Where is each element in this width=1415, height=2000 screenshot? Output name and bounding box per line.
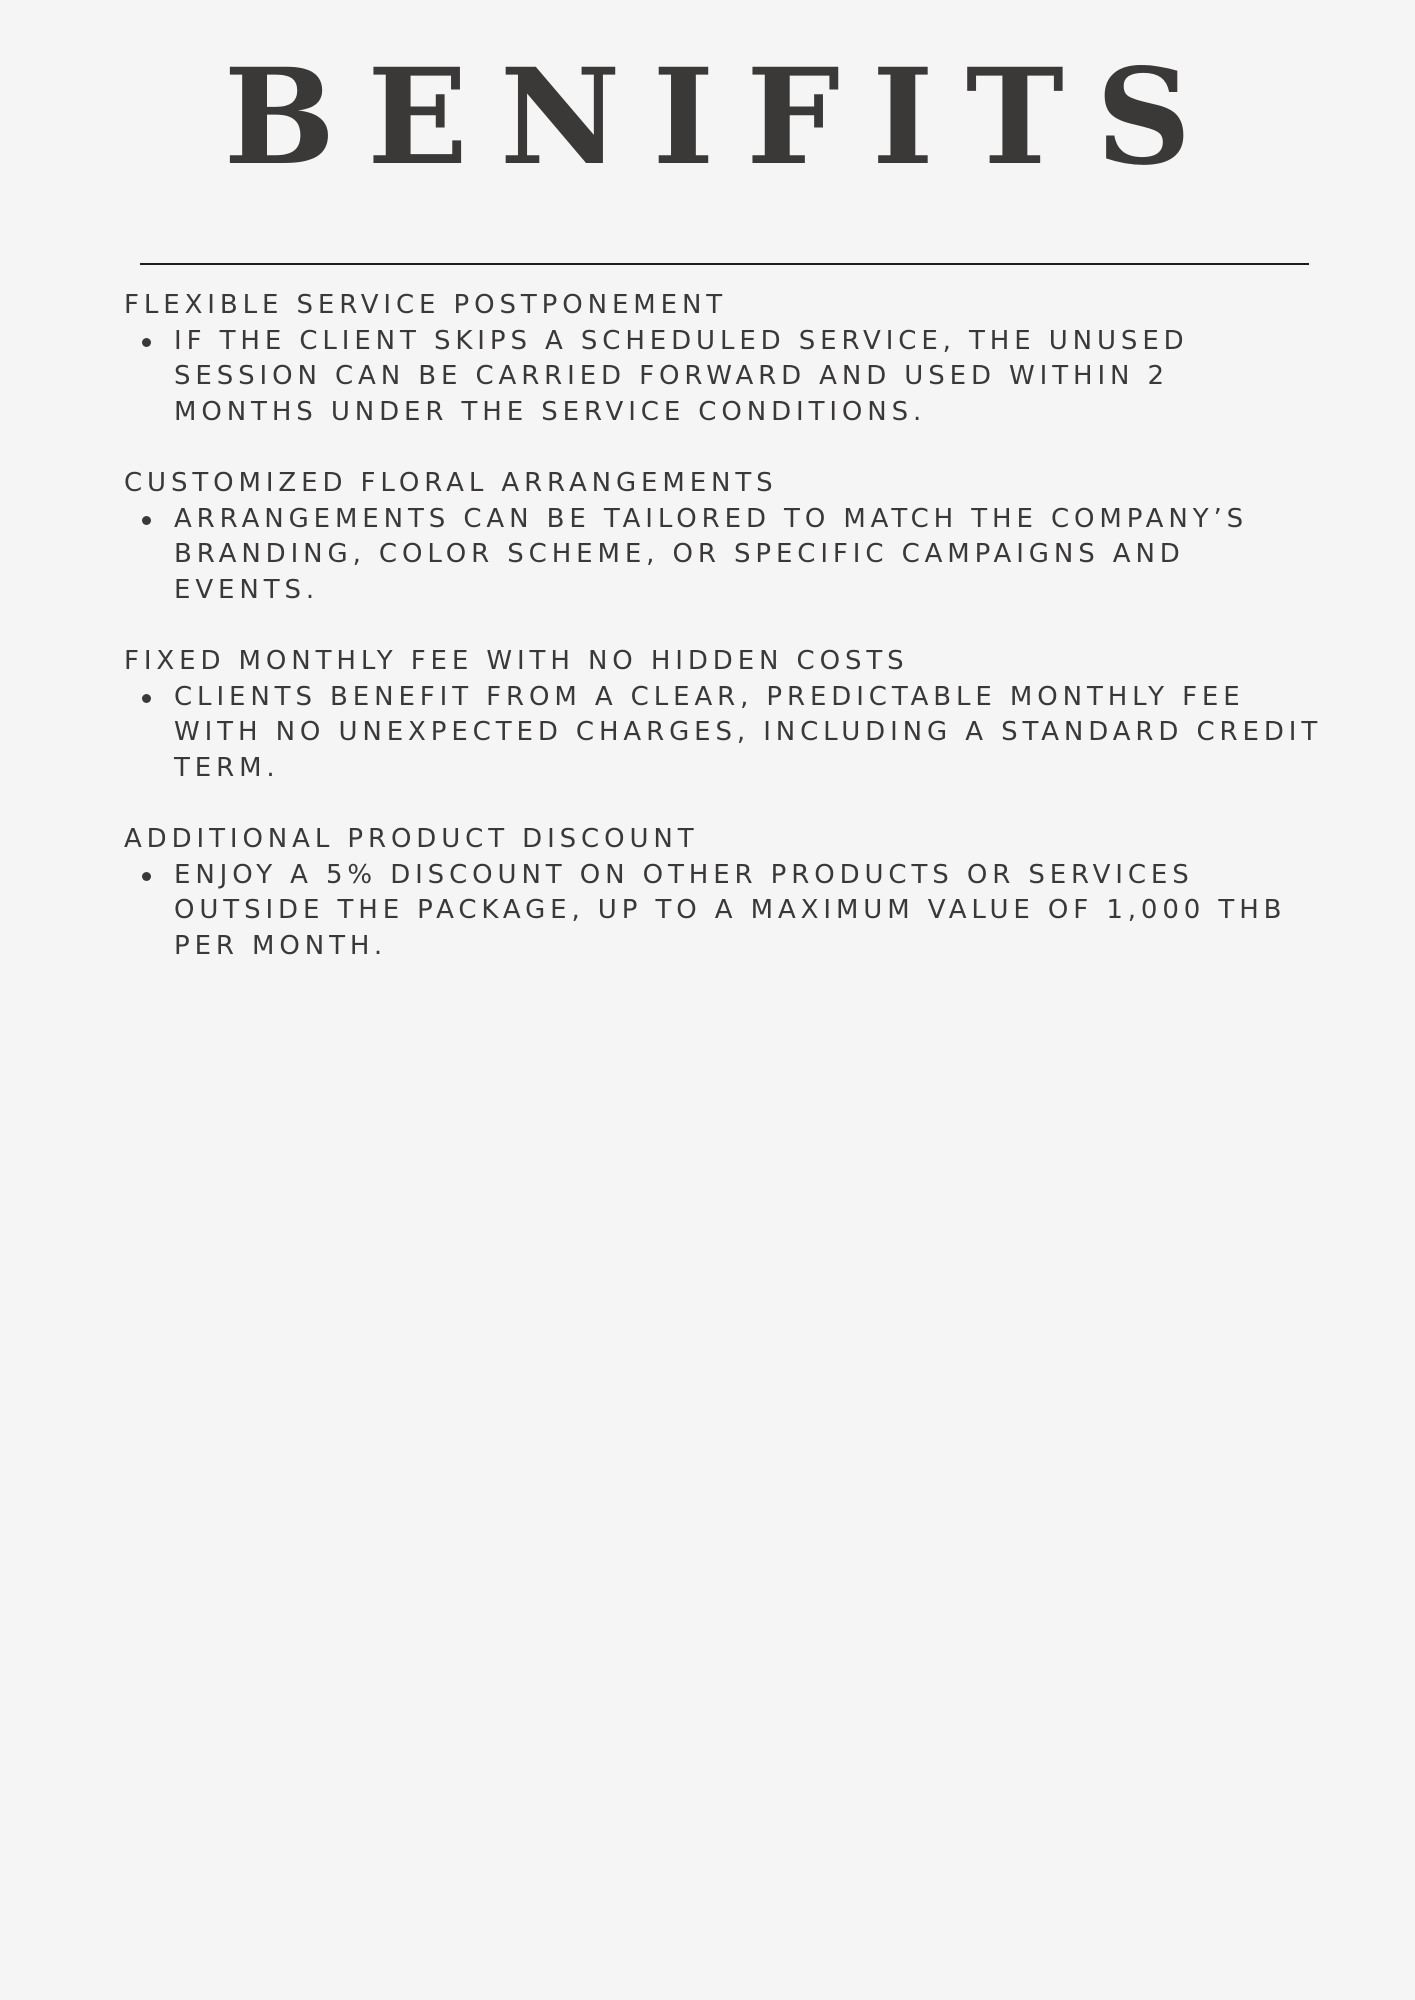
benefit-bullet-item bbox=[124, 324, 1324, 431]
benefit-bullet-item bbox=[124, 858, 1324, 965]
benefit-section bbox=[124, 466, 1324, 608]
bullet-dot-icon bbox=[142, 694, 151, 703]
bullet-dot-icon bbox=[142, 872, 151, 881]
bullet-dot-icon bbox=[142, 338, 151, 347]
bullet-dot-icon bbox=[142, 516, 151, 525]
benefit-section bbox=[124, 288, 1324, 430]
benefit-heading: FIXED MONTHLY FEE WITH NO HIDDEN COSTS bbox=[124, 645, 909, 676]
benefit-bullet-text: CLIENTS BENEFIT FROM A CLEAR, PREDICTABLE MONTHLY FEE WITH NO UNEXPECTED CHARGES, INCLUDING A STANDARD CREDIT TERM. bbox=[174, 681, 1323, 783]
benefit-heading: ADDITIONAL PRODUCT DISCOUNT bbox=[124, 823, 699, 854]
benefit-bullet-text: ENJOY A 5% DISCOUNT ON OTHER PRODUCTS OR SERVICES OUTSIDE THE PACKAGE, UP TO A MAXIMUM VALUE OF 1,000 THB PER MONTH. bbox=[174, 859, 1287, 961]
page-title: BENIFITS bbox=[223, 40, 1224, 195]
benefit-bullet-list bbox=[124, 680, 1324, 787]
benefit-bullet-text: IF THE CLIENT SKIPS A SCHEDULED SERVICE, THE UNUSED SESSION CAN BE CARRIED FORWARD AND USED WITHIN 2 MONTHS UNDER THE SERVICE CONDITIONS. bbox=[174, 325, 1189, 427]
benefit-bullet-list bbox=[124, 324, 1324, 431]
benefits-list bbox=[124, 288, 1324, 1000]
benefit-section bbox=[124, 644, 1324, 786]
benefit-bullet-list bbox=[124, 502, 1324, 609]
benefit-bullet-item bbox=[124, 680, 1324, 787]
benefit-section bbox=[124, 822, 1324, 964]
benefit-heading: FLEXIBLE SERVICE POSTPONEMENT bbox=[124, 290, 728, 320]
title-divider bbox=[140, 263, 1309, 265]
benefit-bullet-list bbox=[124, 858, 1324, 965]
benefit-bullet-item bbox=[124, 502, 1324, 609]
benefit-heading: CUSTOMIZED FLORAL ARRANGEMENTS bbox=[124, 467, 778, 498]
benefit-bullet-text: ARRANGEMENTS CAN BE TAILORED TO MATCH THE COMPANY’S BRANDING, COLOR SCHEME, OR SPECIFIC CAMPAIGNS AND EVENTS. bbox=[174, 503, 1249, 605]
